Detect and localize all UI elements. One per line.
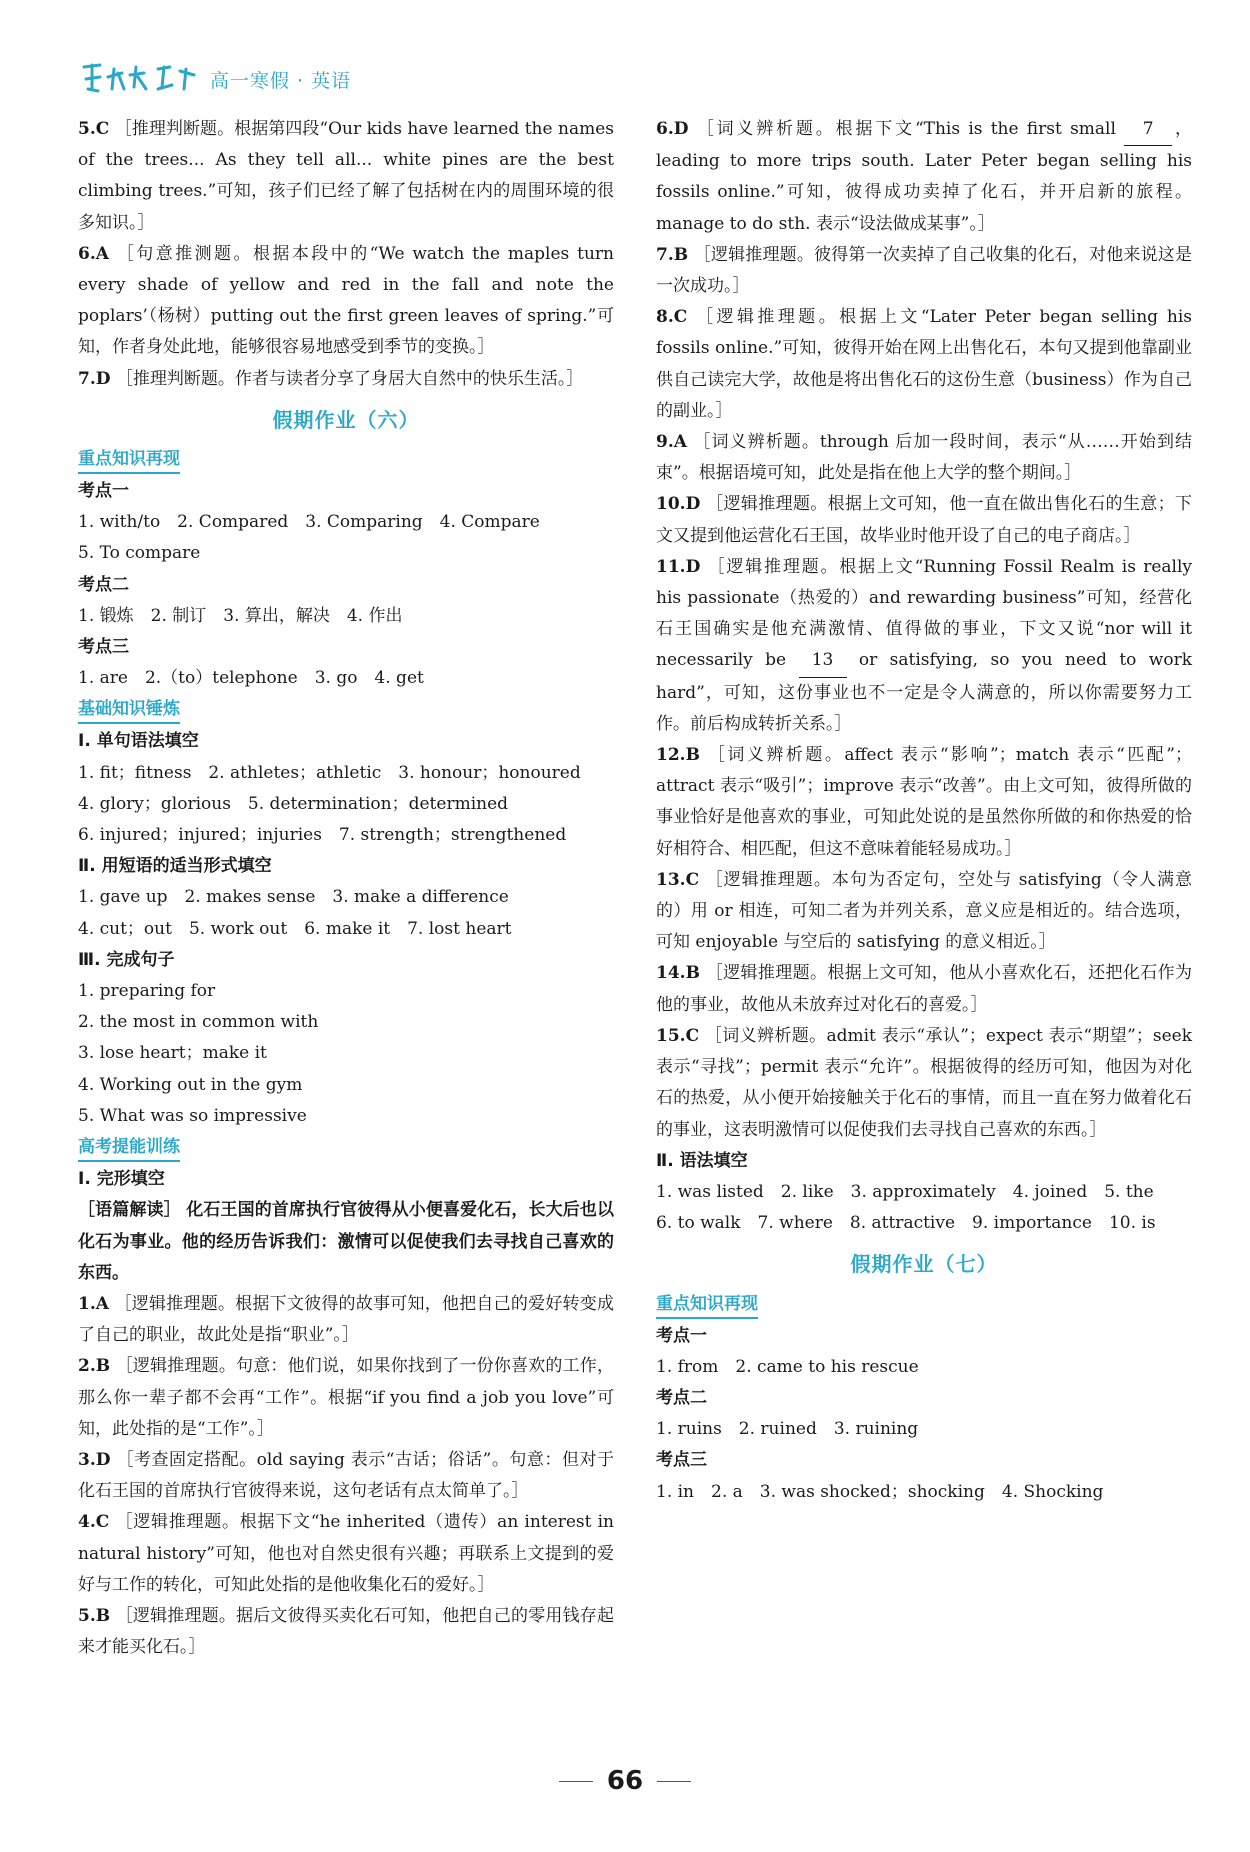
answer-line: 2. the most in common with xyxy=(78,1012,319,1033)
kaodian-heading: 考点三 xyxy=(78,637,129,658)
subsection-title: Ⅲ. 完成句子 xyxy=(78,949,175,970)
answer-line: 1. in 2. a 3. was shocked；shocking 4. Shocking xyxy=(656,1481,1104,1502)
right-column xyxy=(656,114,1192,1508)
answer-text: ［逻辑推理题。根据上文可知，他一直在做出售化石的生意；下文又提到他运营化石王国，故毕业时他开设了自己的电子商店。］ xyxy=(656,494,1193,546)
answer-text: ［逻辑推理题。本句为否定句，空处与 satisfying（令人满意的）用 or 相连，可知二者为并列关系，意义应是相近的。结合选项，可知 enjoyable 与空后的 satisfying 的意义相近。］ xyxy=(656,869,1192,953)
section-tag: 基础知识锤炼 xyxy=(78,696,180,724)
blank-number: 13 xyxy=(799,645,847,677)
passage-summary-label: ［语篇解读］ xyxy=(78,1200,181,1221)
kaodian-heading: 考点二 xyxy=(656,1387,707,1408)
answer-text: ［考查固定搭配。old saying 表示“古话；俗话”。句意：但对于化石王国的首席执行官彼得来说，这句老话有点太简单了。］ xyxy=(78,1449,614,1502)
answer-text: ［逻辑推理题。句意：他们说，如果你找到了一份你喜欢的工作，那么你一辈子都不会再“工作”。根据“if you find a job you love”可知，此处指的是“工作”。］ xyxy=(78,1356,614,1439)
section-title: 假期作业（七） xyxy=(850,1252,998,1277)
answer-line: 1. preparing for xyxy=(78,981,216,1002)
answer-item xyxy=(656,865,1192,959)
kaodian-heading: 考点一 xyxy=(78,481,129,502)
answer-text: ［逻辑推理题。根据下文“he inherited（遗传）an interest in natural history”可知，他也对自然史很有兴趣；再联系上文提到的爱好与工作的转化，可知此处指的是他收集化石的爱好。］ xyxy=(78,1512,615,1595)
answer-text: ［词义辨析题。admit 表示“承认”；expect 表示“期望”；seek 表示“寻找”；permit 表示“允许”。根据彼得的经历可知，他因为对化石的热爱，从小便开始接触关于化石的事情，而且一直在努力做着化石的事业，这表明激情可以促使我们去寻找自己喜欢的东西。］ xyxy=(656,1025,1192,1140)
section-tag: 高考提能训练 xyxy=(78,1134,180,1162)
section-tag: 重点知识再现 xyxy=(656,1291,758,1319)
answer-number: 5.C xyxy=(78,119,110,139)
answer-item xyxy=(656,740,1192,865)
answer-line: 1. with/to 2. Compared 3. Comparing 4. Compare xyxy=(78,512,540,533)
section-tag: 重点知识再现 xyxy=(78,446,180,474)
answer-number: 7.D xyxy=(78,368,111,389)
answer-item xyxy=(656,427,1192,489)
running-figures-logo-icon xyxy=(78,59,198,99)
answer-line: 1. gave up 2. makes sense 3. make a difference xyxy=(78,887,509,908)
kaodian-heading: 考点一 xyxy=(656,1325,707,1346)
answer-item xyxy=(78,239,614,364)
answer-line: 1. 锻炼 2. 制订 3. 算出，解决 4. 作出 xyxy=(78,605,403,626)
answer-number: 15.C xyxy=(656,1025,700,1046)
answer-line: 5. What was so impressive xyxy=(78,1105,307,1126)
answer-number: 8.C xyxy=(656,307,688,328)
answer-number: 13.C xyxy=(656,869,700,890)
answer-number: 6.A xyxy=(78,243,109,264)
answer-line: 1. from 2. came to his rescue xyxy=(656,1356,919,1377)
kaodian-heading: 考点三 xyxy=(656,1450,707,1471)
answer-line: 4. cut；out 5. work out 6. make it 7. lost heart xyxy=(78,918,512,939)
left-column xyxy=(78,114,614,1663)
answer-number: 11.D xyxy=(656,556,701,577)
answer-text: ［词义辨析题。根据下文“This is the first small xyxy=(696,119,1125,139)
answer-number: 5.B xyxy=(78,1605,111,1626)
answer-number: 3.D xyxy=(78,1449,111,1470)
answer-item xyxy=(78,1507,614,1601)
answer-item xyxy=(78,114,614,239)
answer-number: 1.A xyxy=(78,1293,109,1314)
answer-line: 1. fit；fitness 2. athletes；athletic 3. honour；honoured xyxy=(78,762,581,783)
answer-text: ［逻辑推理题。根据上文可知，他从小喜欢化石，还把化石作为他的事业，故他从未放弃过对化石的喜爱。］ xyxy=(656,963,1193,1015)
answer-item xyxy=(656,1021,1192,1146)
answer-line: 6. to walk 7. where 8. attractive 9. importance 10. is xyxy=(656,1213,1156,1234)
answer-line: 3. lose heart；make it xyxy=(78,1043,267,1064)
answer-text: ［逻辑推理题。根据上文“Later Peter began selling his fossils online.”可知，彼得开始在网上出售化石，本句又提到他靠副业供自己读完大学，故他是将出售化石的这份生意（business）作为自己的副业。］ xyxy=(656,307,1193,421)
answer-text: ［词义辨析题。affect 表示“影响”；match 表示“匹配”；attract 表示“吸引”；improve 表示“改善”。由上文可知，彼得所做的事业恰好是他喜欢的事业，可知此处说的是虽然你所做的和你热爱的恰好相符合、相匹配，但这不意味着能轻易成功。］ xyxy=(656,745,1192,859)
answer-item xyxy=(656,958,1192,1020)
answer-number: 2.B xyxy=(78,1356,111,1377)
answer-item xyxy=(656,240,1192,302)
answer-item xyxy=(656,489,1192,551)
page-number: 66 xyxy=(606,1766,644,1796)
footer-rule xyxy=(559,1781,593,1782)
answer-item xyxy=(656,114,1192,240)
answer-item xyxy=(78,1289,614,1351)
page-footer xyxy=(0,1766,1250,1796)
answer-text: ，leading to more trips south. Later Peter began selling his fossils online.”可知，彼得成功卖掉了化石，并开启新的旅程。manage to do sth. 表示“设法做成某事”。］ xyxy=(656,119,1193,234)
answer-number: 10.D xyxy=(656,494,701,515)
answer-text: ［逻辑推理题。据后文彼得买卖化石可知，他把自己的零用钱存起来才能买化石。］ xyxy=(78,1605,614,1658)
footer-rule xyxy=(657,1781,691,1782)
answer-line: 6. injured；injured；injuries 7. strength；strengthened xyxy=(78,825,567,846)
answer-line: 5. To compare xyxy=(78,543,201,564)
answer-number: 9.A xyxy=(656,432,687,453)
answer-number: 14.B xyxy=(656,963,700,984)
answer-item xyxy=(78,1445,614,1507)
answer-number: 4.C xyxy=(78,1512,110,1533)
answer-item xyxy=(656,552,1192,740)
answer-number: 12.B xyxy=(656,745,700,766)
answer-number: 6.D xyxy=(656,119,689,139)
answer-item xyxy=(656,302,1192,427)
subsection-title: Ⅱ. 语法填空 xyxy=(656,1150,748,1171)
answer-text: ［逻辑推理题。根据下文彼得的故事可知，他把自己的爱好转变成了自己的职业，故此处是指“职业”。］ xyxy=(78,1293,615,1346)
answer-text: ［逻辑推理题。根据上文“Running Fossil Realm is really his passionate（热爱的）and rewarding business”可知，经营化石王国确实是他充满激情、值得做的事业，下文又说“nor will it necessarily be xyxy=(656,556,1192,671)
answer-text: ［推理判断题。作者与读者分享了身居大自然中的快乐生活。］ xyxy=(115,368,584,389)
answer-line: 1. are 2.（to）telephone 3. go 4. get xyxy=(78,668,424,689)
page-header xyxy=(78,58,351,100)
answer-text: ［词义辨析题。through 后加一段时间，表示“从……开始到结束”。根据语境可知，此处是指在他上大学的整个期间。］ xyxy=(656,432,1193,484)
answer-number: 7.B xyxy=(656,244,689,265)
answer-text: ［推理判断题。根据第四段“Our kids have learned the names of the trees... As they tell all... white pines are the best climbing trees.”可知，孩子们已经了解了包括树在内的周围环境的很多知识。］ xyxy=(78,119,615,233)
answer-line: 1. ruins 2. ruined 3. ruining xyxy=(656,1419,919,1440)
answer-item xyxy=(78,364,614,395)
section-title: 假期作业（六） xyxy=(272,407,420,432)
blank-number: 7 xyxy=(1124,114,1172,146)
header-title: 高一寒假 · 英语 xyxy=(210,69,352,92)
answer-line: 4. glory；glorious 5. determination；determined xyxy=(78,793,509,814)
subsection-title: Ⅰ. 单句语法填空 xyxy=(78,731,199,752)
subsection-title: Ⅰ. 完形填空 xyxy=(78,1169,165,1190)
answer-text: ［逻辑推理题。彼得第一次卖掉了自己收集的化石，对他来说这是一次成功。］ xyxy=(656,244,1192,297)
answer-line: 4. Working out in the gym xyxy=(78,1074,303,1095)
answer-line: 1. was listed 2. like 3. approximately 4. joined 5. the xyxy=(656,1181,1154,1202)
answer-item xyxy=(78,1351,614,1445)
answer-text: or satisfying, so you need to work hard”，可知，这份事业也不一定是令人满意的，所以你需要努力工作。前后构成转折关系。］ xyxy=(656,650,1193,734)
kaodian-heading: 考点二 xyxy=(78,574,129,595)
passage-summary-text: 化石王国的首席执行官彼得从小便喜爱化石，长大后也以化石为事业。他的经历告诉我们：激情可以促使我们去寻找自己喜欢的东西。 xyxy=(78,1200,615,1283)
answer-text: ［句意推测题。根据本段中的“We watch the maples turn every shade of yellow and red in the fall and note the poplars’（杨树）putting out the first green leaves of spring.”可知，作者身处此地，能够很容易地感受到季节的变换。］ xyxy=(78,243,614,358)
passage-summary xyxy=(78,1195,614,1289)
answer-item xyxy=(78,1601,614,1663)
subsection-title: Ⅱ. 用短语的适当形式填空 xyxy=(78,856,272,877)
